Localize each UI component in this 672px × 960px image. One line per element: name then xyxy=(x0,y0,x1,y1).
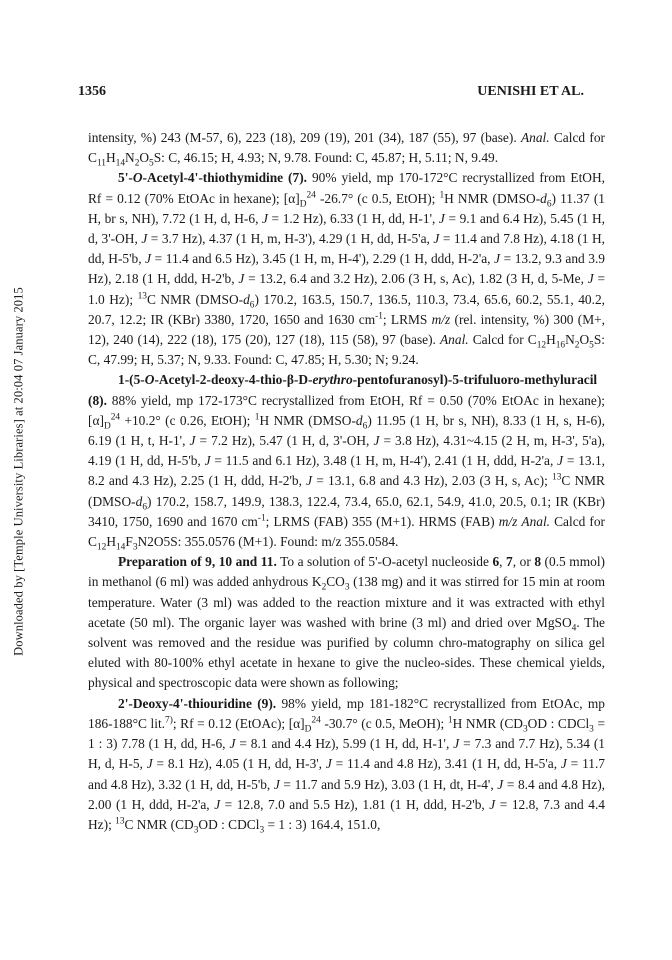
text-run: (138 mg) and it was stirred for 15 min at room temperature. Water (3 ml) was added to the reaction mixture and it was extracted with ethyl acetate (50 ml). The organic layer was washed with brine (3 ml) and dried over MgSO xyxy=(88,574,606,630)
text-run: ; LRMS xyxy=(382,311,432,327)
text-run: = 13.1, 6.8 and 4.3 Hz), 2.03 (3 H, s, Ac); xyxy=(312,473,552,489)
text-run: 90% yield, mp 170-172°C recrystallized from EtOH, Rf = 0.12 (70% EtOAc in hexane); [α] xyxy=(88,170,605,206)
text-run: Calcd for C xyxy=(468,332,537,348)
text-run: -26.7° (c 0.5, EtOH); xyxy=(315,190,440,206)
text-run: , or xyxy=(512,554,535,570)
text-run: = 13.2, 6.4 and 3.2 Hz), 2.06 (3 H, s, Ac), 1.82 (3 H, d, 5-Me, xyxy=(244,271,588,287)
text-run: 3 xyxy=(132,542,138,553)
text-run: J xyxy=(204,453,211,469)
text-run: N2O5S: 355.0576 (M+1). Found: m/z 355.0584. xyxy=(137,534,399,550)
text-run: = 1.2 Hz), 6.33 (1 H, dd, H-1', xyxy=(267,210,439,226)
text-run: 7 xyxy=(506,554,513,570)
text-run: J xyxy=(453,736,460,752)
text-run: d xyxy=(355,412,363,428)
text-run: H NMR (DMSO- xyxy=(444,190,541,206)
text-run: -Acetyl-4'-thiothymidine (7). xyxy=(142,170,308,186)
text-run: 5 xyxy=(589,340,594,351)
text-run: 2'-Deoxy-4'-thiouridine (9). xyxy=(118,695,277,711)
text-run: 7) xyxy=(165,715,173,726)
text-run: . The solvent was removed and the residue was purified by column chro-matography on silica gel eluted with 80-100% ethyl acetate in hexane to give the nucleo-sides. These chemical yields, physical and spectroscopic data were shown as following; xyxy=(88,614,606,691)
text-run: J xyxy=(238,271,245,287)
text-run: = 7.2 Hz), 5.47 (1 H, d, 3'-OH, xyxy=(195,433,374,449)
text-run: Anal. xyxy=(521,513,551,529)
paragraph-anal-continuation xyxy=(88,128,605,168)
text-run: (0.5 mmol) in methanol (6 ml) was added anhydrous K xyxy=(88,554,605,590)
text-run: 1 xyxy=(447,715,453,726)
text-run: 5 xyxy=(149,158,154,169)
text-run: J xyxy=(189,433,196,449)
text-run: = 13.2, 9.3 and 3.9 Hz), 2.18 (1 H, ddd, H-2'b, xyxy=(88,251,606,287)
text-run: 24 xyxy=(110,412,121,423)
text-run: m/z xyxy=(431,311,451,327)
text-run: N xyxy=(565,332,575,348)
text-run: D xyxy=(299,199,307,210)
text-run: 11 xyxy=(96,158,106,169)
text-run: J xyxy=(214,796,221,812)
text-run: 3 xyxy=(193,825,199,836)
text-run: 6 xyxy=(362,421,368,432)
text-run: = 11.7 and 4.8 Hz), 3.32 (1 H, dd, H-5'b, xyxy=(88,756,606,792)
text-run: S: C, 47.99; H, 5.37; N, 9.33. Found: C, 47.85; H, 5.30; N; 9.24. xyxy=(88,332,605,368)
text-run: (rel. intensity, %) 300 (M+, 12), 240 (14), 222 (18), 175 (20), 127 (18), 115 (58), 97 (base). xyxy=(88,311,605,348)
text-run: J xyxy=(306,473,313,489)
text-run: ) 170.2, 158.7, 149.9, 138.3, 122.4, 73.4, 65.0, 62.1, 54.9, 41.0, 20.5, 0.1; IR (KBr) 3410, 1750, 1690 and 1670 cm xyxy=(88,493,605,529)
text-run: = 11.4 and 7.8 Hz), 4.18 (1 H, dd, H-5'b, xyxy=(88,231,605,267)
text-run: = 7.3 and 7.7 Hz), 5.34 (1 H, d, H-5, xyxy=(88,736,605,772)
text-run: J xyxy=(433,231,440,247)
paragraph-compound-7 xyxy=(88,168,605,370)
text-run: = 9.1 and 6.4 Hz), 5.45 (1 H, d, 3'-OH, xyxy=(88,210,605,247)
text-run: = 12.8, 7.0 and 5.5 Hz), 1.81 (1 H, ddd, H-2'b, xyxy=(220,796,490,812)
text-run: 8 xyxy=(534,554,542,570)
text-run: J xyxy=(146,756,153,772)
paragraph-preparation-9-10-11 xyxy=(88,552,605,693)
text-run: 98% yield, mp 181-182°C recrystallized from EtOAc, mp 186-188°C lit. xyxy=(88,695,605,731)
text-run: = 8.1 and 4.4 Hz), 5.99 (1 H, dd, H-1', xyxy=(235,736,454,752)
text-run: Calcd for C xyxy=(88,130,605,166)
text-run: 6 xyxy=(142,502,148,513)
text-run: 24 xyxy=(311,715,321,726)
text-run: ) 11.37 (1 H, br s, NH), 7.72 (1 H, d, H-6, xyxy=(88,190,605,226)
text-run: d xyxy=(540,190,547,206)
text-run: 88% yield, mp 172-173°C recrystallized from EtOH, Rf = 0.50 (70% EtOAc in hexane); [α] xyxy=(88,392,605,428)
text-run: O xyxy=(132,170,143,186)
text-run: -1 xyxy=(257,513,266,524)
text-run: J xyxy=(262,210,268,226)
text-run: O xyxy=(144,372,155,388)
text-run: 1 xyxy=(254,412,260,423)
text-run: H xyxy=(546,332,556,348)
text-run: J xyxy=(494,251,501,267)
text-run: 6 xyxy=(546,199,552,210)
text-run: Anal. xyxy=(520,130,550,145)
text-run: J xyxy=(587,271,594,287)
text-run: = 3.8 Hz), 4.31~4.15 (2 H, m, H-3', 5'a), 4.19 (1 H, dd, H-5'b, xyxy=(88,433,605,469)
text-run: 3 xyxy=(522,724,528,735)
running-header xyxy=(78,84,584,100)
text-run: erythro xyxy=(312,372,353,388)
text-run: ) 11.95 (1 H, br s, NH), 8.33 (1 H, s, H-6), 6.19 (1 H, t, H-1', xyxy=(88,412,605,449)
text-run: -1 xyxy=(375,311,383,322)
text-run: = 1 : 3) 164.4, 151.0, xyxy=(264,816,381,832)
text-run: C NMR (CD xyxy=(124,816,194,832)
text-run: = 3.7 Hz), 4.37 (1 H, m, H-3'), 4.29 (1 H, dd, H-5'a, xyxy=(147,231,434,247)
text-run: 14 xyxy=(115,542,126,553)
text-run: -30.7° (c 0.5, MeOH); xyxy=(320,715,448,731)
download-watermark: Downloaded by [Temple University Libraries] at 20:04 07 January 2015 xyxy=(11,287,26,656)
article-body xyxy=(88,128,605,835)
text-run: m/z xyxy=(498,513,518,529)
running-head-authors: UENISHI ET AL. xyxy=(477,84,584,99)
text-run: = 8.1 Hz), 4.05 (1 H, dd, H-3', xyxy=(152,756,326,772)
text-run: ; LRMS (FAB) 355 (M+1). HRMS (FAB) xyxy=(265,513,499,529)
text-run: d xyxy=(243,291,250,307)
text-run: J xyxy=(438,210,445,226)
text-run: Calcd for C xyxy=(88,513,606,550)
text-run: 12 xyxy=(536,340,547,351)
text-run: J xyxy=(325,756,332,772)
text-run: J xyxy=(373,433,380,449)
text-run: H NMR (DMSO- xyxy=(259,412,356,428)
text-run: d xyxy=(135,493,143,509)
text-run: 1-(5- xyxy=(118,372,145,388)
text-run: 13 xyxy=(552,472,562,483)
text-run: J xyxy=(489,796,496,812)
text-run: 13 xyxy=(137,291,147,302)
text-run: = 11.4 and 6.5 Hz), 3.45 (1 H, m, H-4'), 2.29 (1 H, ddd, H-2'a, xyxy=(151,251,495,267)
text-run: = 11.5 and 6.1 Hz), 3.48 (1 H, m, H-4'), 2.41 (1 H, ddd, H-2'a, xyxy=(210,453,558,469)
text-run: 13 xyxy=(115,816,125,827)
text-run: O xyxy=(579,332,590,348)
text-run: J xyxy=(141,231,148,247)
text-run: = 13.1, 8.2 and 4.3 Hz), 2.25 (1 H, ddd, H-2'b, xyxy=(88,453,605,489)
text-run: 6 xyxy=(492,554,500,570)
text-run: = 8.4 and 4.8 Hz), 2.00 (1 H, ddd, H-2'a, xyxy=(88,776,605,812)
text-run: J xyxy=(557,453,564,469)
text-run: D xyxy=(304,724,312,735)
text-run: = 12.8, 7.3 and 4.4 Hz); xyxy=(88,796,606,832)
text-run: 2 xyxy=(134,158,140,169)
text-run: 14 xyxy=(115,158,126,169)
text-run: 3 xyxy=(259,825,265,836)
text-run: ) 170.2, 163.5, 150.7, 136.5, 110.3, 73.4, 65.6, 60.2, 55.1, 40.2, 20.7, 12.2; IR (KBr) 3380, 1720, 1650 and 1630 cm xyxy=(88,291,605,327)
text-run: J xyxy=(273,776,280,792)
text-run: H xyxy=(106,534,116,550)
text-run: = 1.0 Hz); xyxy=(88,271,606,307)
text-run: = 1 : 3) 7.78 (1 H, dd, H-6, xyxy=(88,715,606,752)
text-run: 2 xyxy=(574,340,580,351)
text-run: OD : CDCl xyxy=(527,715,590,731)
text-run: 16 xyxy=(555,340,566,351)
text-run: To a solution of 5'-O-acetyl nucleoside xyxy=(276,554,493,570)
text-run: , xyxy=(499,554,507,570)
text-run: = 11.4 and 4.8 Hz), 3.41 (1 H, dd, H-5'a, xyxy=(331,756,561,772)
text-run: C NMR (DMSO- xyxy=(88,473,605,509)
paragraph-compound-9 xyxy=(88,694,605,835)
text-run: 5'- xyxy=(118,170,133,186)
text-run: - xyxy=(308,372,313,388)
text-run: Anal. xyxy=(440,332,469,348)
text-run: J xyxy=(145,251,152,267)
text-run: = 11.7 and 5.9 Hz), 3.03 (1 H, dt, H-4', xyxy=(279,776,498,792)
text-run: D xyxy=(103,421,111,432)
text-run: 6 xyxy=(249,300,255,311)
text-run: -Acetyl-2-deoxy-4-thio-β- xyxy=(154,372,299,388)
text-run: 3 xyxy=(589,724,594,735)
text-run: 3 xyxy=(344,583,350,594)
text-run: 2 xyxy=(321,583,327,594)
text-run: 4 xyxy=(571,623,577,634)
text-run: J xyxy=(560,756,567,772)
text-run: O xyxy=(139,150,150,166)
text-run: -pentofuranosyl)-5-trifuluoro-methyluracil (8). xyxy=(88,372,598,408)
text-run: N xyxy=(125,150,135,166)
text-run: J xyxy=(229,736,236,752)
text-run: H NMR (CD xyxy=(452,715,523,731)
text-run: 1 xyxy=(439,190,445,201)
text-run: 12 xyxy=(96,542,107,553)
text-run: F xyxy=(125,534,133,550)
page-number: 1356 xyxy=(78,84,106,99)
paragraph-compound-8 xyxy=(88,370,605,552)
text-run: D xyxy=(298,372,309,388)
text-run: CO xyxy=(326,574,345,590)
text-run: ; Rf = 0.12 (EtOAc); [α] xyxy=(172,715,305,731)
text-run: OD : CDCl xyxy=(198,816,260,832)
text-run: intensity, %) 243 (M-57, 6), 223 (18), 209 (19), 201 (34), 187 (55), 97 (base). xyxy=(88,130,521,145)
text-run: 24 xyxy=(306,190,316,201)
text-run: Preparation of 9, 10 and 11. xyxy=(118,554,277,570)
text-run: +10.2° (c 0.26, EtOH); xyxy=(120,412,255,428)
text-run: H xyxy=(105,150,116,166)
text-run: C NMR (DMSO- xyxy=(146,291,244,307)
text-run: J xyxy=(497,776,504,792)
text-run: S: C, 46.15; H, 4.93; N, 9.78. Found: C, 45.87; H, 5.11; N, 9.49. xyxy=(153,150,499,166)
